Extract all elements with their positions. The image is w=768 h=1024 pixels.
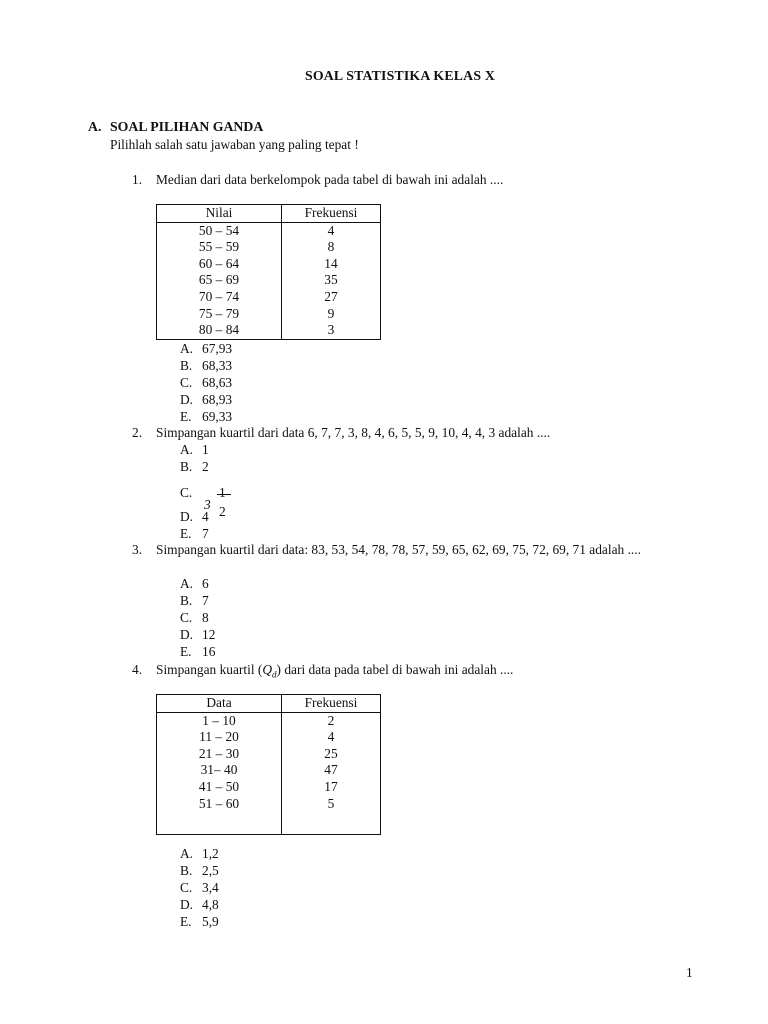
- option-letter: B.: [180, 592, 193, 608]
- table-row: [157, 222, 381, 239]
- table-row: [157, 239, 381, 256]
- option-text: 68,93: [202, 391, 233, 407]
- column-header: Data: [157, 695, 282, 713]
- table-header-row: [157, 695, 381, 713]
- table-cell: 4: [282, 222, 381, 239]
- option-letter: E.: [180, 643, 192, 659]
- option-letter: A.: [180, 341, 194, 356]
- answer-option[interactable]: [180, 846, 219, 863]
- quartile-subscript: d: [272, 669, 277, 680]
- answer-option[interactable]: [180, 459, 238, 476]
- option-text: 2,5: [202, 862, 219, 878]
- option-letter: C.: [180, 879, 193, 895]
- answer-option[interactable]: [180, 409, 232, 426]
- question-3: [132, 542, 694, 559]
- table-row: [157, 289, 381, 306]
- column-header: Frekuensi: [282, 695, 381, 713]
- table-cell: 9: [282, 306, 381, 323]
- question-text: Median dari data berkelompok pada tabel di bawah ini adalah ....: [156, 172, 504, 187]
- option-letter: E.: [180, 525, 192, 541]
- answer-option[interactable]: [180, 341, 232, 358]
- table-row: [157, 812, 381, 834]
- fraction-whole: 3: [204, 496, 211, 512]
- instruction-text: Pilihlah salah satu jawaban yang paling tepat !: [110, 137, 359, 152]
- table-cell: 80 – 84: [157, 322, 282, 339]
- option-letter: C.: [180, 484, 193, 500]
- table-cell: 70 – 74: [157, 289, 282, 306]
- table-cell: 5: [282, 796, 381, 813]
- table-cell: 14: [282, 256, 381, 273]
- section-letter: A.: [88, 119, 102, 134]
- table-header-row: [157, 205, 381, 223]
- answer-option[interactable]: [180, 627, 215, 644]
- table-cell: 27: [282, 289, 381, 306]
- column-header: Nilai: [157, 205, 282, 223]
- fraction-denominator: 2: [219, 503, 226, 519]
- table-cell: 4: [282, 729, 381, 746]
- table-cell: 17: [282, 779, 381, 796]
- answer-option[interactable]: [180, 392, 232, 409]
- page-title: SOAL STATISTIKA KELAS X: [304, 68, 496, 83]
- table-cell: 60 – 64: [157, 256, 282, 273]
- option-text: 67,93: [202, 341, 233, 356]
- option-letter: A.: [180, 846, 194, 861]
- options-q3: [180, 576, 215, 660]
- option-text: 1: [202, 442, 209, 457]
- section-heading: [88, 119, 263, 136]
- fraction-numerator: 1: [219, 484, 226, 500]
- options-q2: [180, 442, 238, 543]
- table-row: [157, 729, 381, 746]
- table-row: [157, 256, 381, 273]
- option-text: 2: [202, 458, 209, 474]
- frequency-table-1: [156, 204, 381, 340]
- option-text: 69,33: [202, 408, 233, 424]
- question-1: [132, 172, 694, 189]
- option-letter: E.: [180, 408, 192, 424]
- option-text: 16: [202, 643, 216, 659]
- table-cell: 31– 40: [157, 762, 282, 779]
- table-cell: 75 – 79: [157, 306, 282, 323]
- option-letter: A.: [180, 576, 194, 591]
- question-text: Simpangan kuartil dari data 6, 7, 7, 3, 8, 4, 6, 5, 5, 9, 10, 4, 4, 3 adalah ....: [156, 425, 551, 440]
- table-row: [157, 322, 381, 339]
- option-letter: D.: [180, 391, 194, 407]
- option-text: 3,4: [202, 879, 219, 895]
- answer-option[interactable]: [180, 863, 219, 880]
- answer-option[interactable]: [180, 476, 238, 519]
- option-text: 6: [202, 576, 209, 591]
- answer-option[interactable]: [180, 593, 215, 610]
- answer-option[interactable]: [180, 914, 219, 931]
- table-row: [157, 272, 381, 289]
- answer-option[interactable]: [180, 576, 215, 593]
- answer-option[interactable]: [180, 442, 238, 459]
- option-text: 4: [202, 508, 209, 524]
- question-number: 3.: [132, 542, 143, 557]
- question-number: 1.: [132, 172, 143, 187]
- answer-option[interactable]: [180, 897, 219, 914]
- table-cell: 50 – 54: [157, 222, 282, 239]
- table-cell: 21 – 30: [157, 746, 282, 763]
- option-text: 4,8: [202, 896, 219, 912]
- option-text: 68,33: [202, 357, 233, 373]
- table-cell: 65 – 69: [157, 272, 282, 289]
- option-letter: B.: [180, 458, 193, 474]
- option-text: 1,2: [202, 846, 219, 861]
- table-cell: 3: [282, 322, 381, 339]
- question-text: [156, 662, 694, 683]
- option-letter: A.: [180, 442, 194, 457]
- table-row: [157, 306, 381, 323]
- table-cell: 8: [282, 239, 381, 256]
- section-title: SOAL PILIHAN GANDA: [110, 119, 264, 134]
- option-letter: E.: [180, 913, 192, 929]
- table-cell: 1 – 10: [157, 712, 282, 729]
- question-4: [132, 662, 694, 683]
- option-letter: D.: [180, 508, 194, 524]
- option-letter: C.: [180, 374, 193, 390]
- fraction-value: [202, 478, 238, 519]
- question-text-end: ) dari data pada tabel di bawah ini adalah ....: [276, 662, 514, 677]
- table-cell: 11 – 20: [157, 729, 282, 746]
- option-text: 7: [202, 525, 209, 541]
- question-number: 4.: [132, 662, 143, 677]
- question-2: [132, 425, 694, 442]
- table-cell: [157, 812, 282, 834]
- answer-option[interactable]: [180, 358, 232, 375]
- table-cell: 35: [282, 272, 381, 289]
- question-text-start: Simpangan kuartil (: [156, 662, 263, 677]
- table-row: [157, 746, 381, 763]
- option-text: 5,9: [202, 913, 219, 929]
- option-letter: D.: [180, 626, 194, 642]
- option-letter: B.: [180, 862, 193, 878]
- table-cell: 51 – 60: [157, 796, 282, 813]
- option-text: 12: [202, 626, 216, 642]
- answer-option[interactable]: [180, 644, 215, 661]
- options-q4: [180, 846, 219, 930]
- table-cell: 2: [282, 712, 381, 729]
- option-letter: C.: [180, 609, 193, 625]
- frequency-table-4: [156, 694, 381, 835]
- quartile-symbol: Q: [262, 662, 273, 677]
- page-number: 1: [686, 965, 693, 980]
- column-header: Frekuensi: [282, 205, 381, 223]
- table-cell: 55 – 59: [157, 239, 282, 256]
- table-row: [157, 762, 381, 779]
- table-row: [157, 712, 381, 729]
- option-text: 7: [202, 592, 209, 608]
- table-row: [157, 796, 381, 813]
- option-text: 8: [202, 609, 209, 625]
- table-cell: 41 – 50: [157, 779, 282, 796]
- answer-option[interactable]: [180, 610, 215, 627]
- table-cell: 47: [282, 762, 381, 779]
- option-text: 68,63: [202, 374, 233, 390]
- table-cell: 25: [282, 746, 381, 763]
- question-text: Simpangan kuartil dari data: 83, 53, 54, 78, 78, 57, 59, 65, 62, 69, 75, 72, 69, 71 adalah ....: [156, 542, 641, 557]
- options-q1: [180, 341, 232, 425]
- table-cell: [282, 812, 381, 834]
- table-row: [157, 779, 381, 796]
- answer-option[interactable]: [180, 880, 219, 897]
- answer-option[interactable]: [180, 375, 232, 392]
- question-number: 2.: [132, 425, 143, 440]
- option-letter: B.: [180, 357, 193, 373]
- answer-option[interactable]: [180, 526, 238, 543]
- option-letter: D.: [180, 896, 194, 912]
